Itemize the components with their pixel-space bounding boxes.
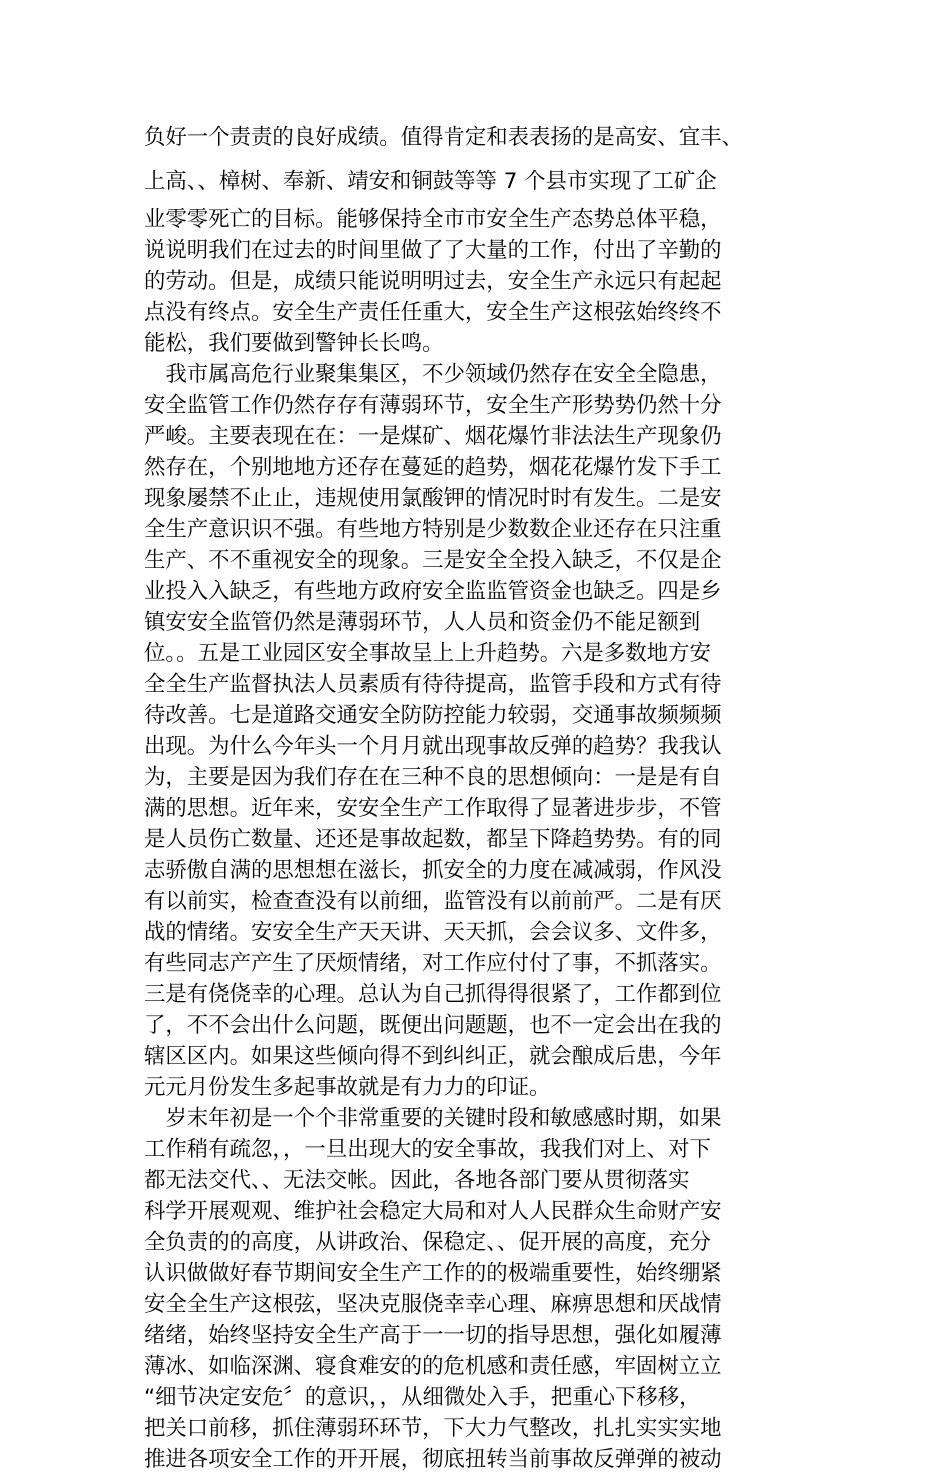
text-line: 出现。为什么今年头一个月月就出现事故反弹的趋势？我我认 xyxy=(144,734,722,759)
text-line: 待改善。七是道路交通安全防防控能力较弱，交通事故频频频 xyxy=(144,703,722,728)
text-line: 为，主要是因为我们存在在三种不良的思想倾向：一是是有自 xyxy=(144,765,722,790)
text-line: 认识做做好春节期间安全生产工作的的极端重要性，始终绷紧 xyxy=(144,1261,722,1286)
text-line: 安全监管工作仍然存存有薄弱环节，安全生产形势势仍然十分 xyxy=(144,393,722,418)
text-line: 安全全生产这根弦，坚决克服侥幸幸心理、麻痹思想和厌战情 xyxy=(144,1292,722,1317)
text-line: 元元月份发生多起事故就是有力力的印证。 xyxy=(144,1075,551,1100)
text-line: 都无法交代、、无法交帐。因此，各地各部门要从贯彻落实 xyxy=(144,1168,690,1193)
paragraph-start-line: 我市属高危行业聚集集区，不少领域仍然存在安全全隐患， xyxy=(144,362,722,387)
text-line: 业零零死亡的目标。能够保持全市市安全生产态势总体平稳， xyxy=(144,207,722,232)
text-line: 把关口前移，抓住薄弱环环节，下大力气整改，扎扎实实实地 xyxy=(144,1416,722,1441)
text-line: 全负责的的高度，从讲政治、保稳定、、促开展的高度，充分 xyxy=(144,1230,711,1255)
text-line: 然存在，个别地地方还存在蔓延的趋势，烟花花爆竹发下手工 xyxy=(144,455,722,480)
text-line: 推进各项安全工作的开开展，彻底扭转当前事故反弹弹的被动 xyxy=(144,1447,722,1472)
text-line: 工作稍有疏忽，，一旦出现大的安全事故，我我们对上、对下 xyxy=(144,1137,711,1162)
text-line: 全全生产监督执法人员素质有待待提高，监管手段和方式有待 xyxy=(144,672,722,697)
text-line: 绪绪，始终坚持安全生产高于一一切的指导思想，强化如履薄 xyxy=(144,1323,722,1348)
text-line: 的劳动。但是，成绩只能说明明过去，安全生产永远只有起起 xyxy=(144,269,722,294)
text-line: 是人员伤亡数量、还还是事故起数，都呈下降趋势势。有的同 xyxy=(144,827,722,852)
body-text xyxy=(144,116,806,1475)
text-line: 镇安安全监管仍然是薄弱环节，人人员和资金仍不能足额到 xyxy=(144,610,701,635)
text-line: 三是有侥侥幸的心理。总认为自己抓得得很紧了，工作都到位 xyxy=(144,982,722,1007)
text-line: 业投入入缺乏，有些地方政府安全监监管资金也缺乏。四是乡 xyxy=(144,579,722,604)
text-line: 薄冰、如临深渊、寝食难安的的危机感和责任感，牢固树立立 xyxy=(144,1354,722,1379)
text-line: “细节决定安危〞的意识，，从细微处入手，把重心下移移， xyxy=(144,1385,701,1410)
text-line: 位。。五是工业园区安全事故呈上上升趋势。六是多数地方安 xyxy=(144,641,711,666)
text-line: 生产、不不重视安全的现象。三是安全全投入缺乏，不仅是企 xyxy=(144,548,722,573)
text-line: 战的情绪。安安全生产天天讲、天天抓，会会议多、文件多， xyxy=(144,920,722,945)
text-line: 能松，我们要做到警钟长长鸣。 xyxy=(144,331,444,356)
text-line: 上高、、樟树、奉新、靖安和铜鼓等等 7 个县市实现了工矿企 xyxy=(144,169,717,194)
text-line: 志骄傲自满的思想想在滋长，抓安全的力度在减减弱，作风没 xyxy=(144,858,722,883)
text-line: 有些同志产产生了厌烦情绪，对工作应付付了事，不抓落实。 xyxy=(144,951,722,976)
text-line: 点没有终点。安全生产责任任重大，安全生产这根弦始终终不 xyxy=(144,300,722,325)
text-line: 有以前实，检查查没有以前细，监管没有以前前严。二是有厌 xyxy=(144,889,722,914)
text-line: 说说明我们在过去的时间里做了了大量的工作，付出了辛勤的 xyxy=(144,238,722,263)
text-line: 了，不不会出什么问题，既便出问题题，也不一定会出在我的 xyxy=(144,1013,722,1038)
text-line: 满的思想。近年来，安安全生产工作取得了显著进步步，不管 xyxy=(144,796,722,821)
text-line: 科学开展观观、维护社会稳定大局和对人人民群众生命财产安 xyxy=(144,1199,722,1224)
text-line: 严峻。主要表现在在：一是煤矿、烟花爆竹非法法生产现象仍 xyxy=(144,424,722,449)
paragraph-start-line: 岁末年初是一个个非常重要的关键时段和敏感感时期，如果 xyxy=(144,1106,722,1131)
text-line: 全生产意识识不强。有些地方特别是少数数企业还存在只注重 xyxy=(144,517,722,542)
text-line: 负好一个责责的良好成绩。值得肯定和表表扬的是高安、宜丰、 xyxy=(144,125,743,150)
text-line: 现象屡禁不止止，违规使用氯酸钾的情况时时有发生。二是安 xyxy=(144,486,722,511)
text-line: 辖区区内。如果这些倾向得不到纠纠正，就会酿成后患，今年 xyxy=(144,1044,722,1069)
